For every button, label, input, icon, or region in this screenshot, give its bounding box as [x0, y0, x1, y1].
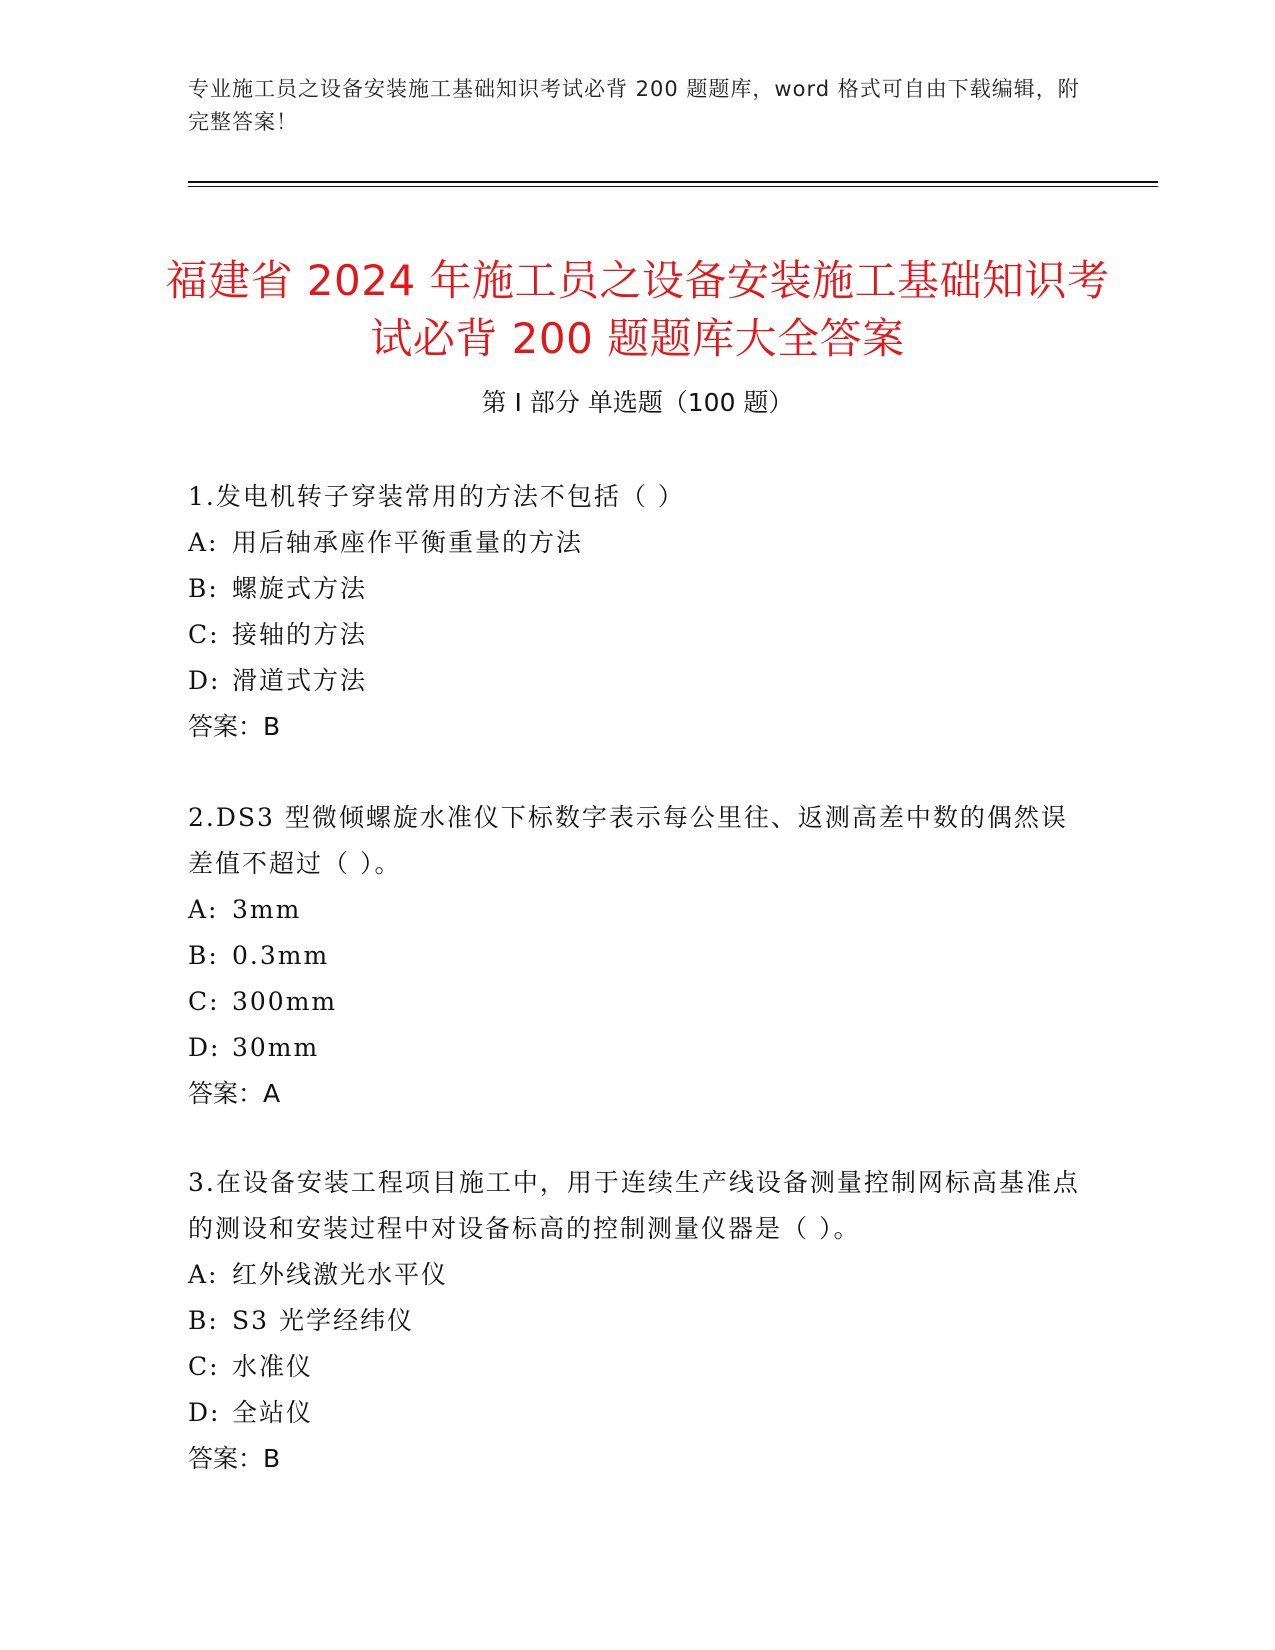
- question-stem: 3.在设备安装工程项目施工中，用于连续生产线设备测量控制网标高基准点的测设和安装过程中对设备标高的控制测量仪器是（ ）。: [188, 1168, 1080, 1243]
- option-a: [188, 887, 1088, 933]
- option-a: [188, 1252, 1088, 1298]
- option-letter: A:: [188, 895, 219, 924]
- question-1: [188, 474, 1088, 750]
- option-text: 接轴的方法: [232, 620, 368, 649]
- option-letter: C:: [188, 1352, 220, 1381]
- question-2: [188, 795, 1088, 1117]
- option-letter: C:: [188, 987, 220, 1016]
- option-d: [188, 1025, 1088, 1071]
- document-title: 福建省 2024 年施工员之设备安装施工基础知识考试必背 200 题题库大全答案: [165, 256, 1110, 364]
- option-text: 用后轴承座作平衡重量的方法: [232, 528, 584, 557]
- option-text: S3 光学经纬仪: [232, 1306, 414, 1335]
- header-rule-thin: [188, 186, 1158, 187]
- option-letter: B:: [188, 941, 219, 970]
- option-c: [188, 1344, 1088, 1390]
- option-text: 3mm: [232, 895, 302, 924]
- question-stem: 2.DS3 型微倾螺旋水准仪下标数字表示每公里往、返测高差中数的偶然误差值不超过（ ）。: [188, 803, 1068, 878]
- option-c: [188, 612, 1088, 658]
- header-rule-thick: [188, 181, 1158, 183]
- option-letter: A:: [188, 1260, 219, 1289]
- option-text: 全站仪: [232, 1398, 314, 1427]
- question-stem: 1.发电机转子穿装常用的方法不包括（ ）: [188, 482, 685, 511]
- answer: 答案：B: [188, 1444, 281, 1473]
- option-text: 螺旋式方法: [232, 574, 368, 603]
- option-text: 300mm: [232, 987, 338, 1016]
- option-a: [188, 520, 1088, 566]
- option-letter: D:: [188, 1033, 221, 1062]
- option-letter: B:: [188, 574, 219, 603]
- answer: 答案：B: [188, 712, 281, 741]
- question-3: [188, 1160, 1088, 1482]
- section-heading: 第 I 部分 单选题（100 题）: [481, 388, 794, 417]
- option-c: [188, 979, 1088, 1025]
- option-letter: D:: [188, 1398, 221, 1427]
- option-b: [188, 933, 1088, 979]
- option-letter: B:: [188, 1306, 219, 1335]
- option-text: 滑道式方法: [232, 666, 368, 695]
- option-d: [188, 1390, 1088, 1436]
- answer: 答案：A: [188, 1079, 281, 1108]
- option-letter: A:: [188, 528, 219, 557]
- option-b: [188, 1298, 1088, 1344]
- option-d: [188, 658, 1088, 704]
- option-text: 红外线激光水平仪: [232, 1260, 449, 1289]
- option-letter: D:: [188, 666, 221, 695]
- option-text: 0.3mm: [232, 941, 330, 970]
- option-b: [188, 566, 1088, 612]
- header-note: 专业施工员之设备安装施工基础知识考试必背 200 题题库，word 格式可自由下载编辑，附完整答案！: [188, 77, 1080, 134]
- option-text: 30mm: [232, 1033, 320, 1062]
- option-text: 水准仪: [232, 1352, 314, 1381]
- option-letter: C:: [188, 620, 220, 649]
